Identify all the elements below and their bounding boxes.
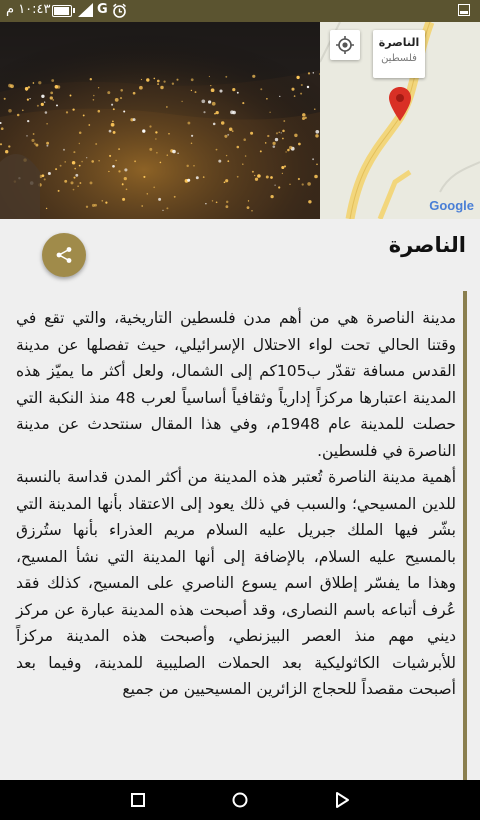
status-bar [0, 0, 480, 22]
map-info-window[interactable] [373, 30, 425, 78]
square-icon[interactable] [126, 788, 150, 812]
alarm-icon [112, 3, 127, 19]
map-marker-title: الناصرة [378, 36, 420, 49]
page-title: الناصرة [388, 233, 466, 257]
map-pin-icon[interactable] [389, 87, 411, 121]
map-marker-subtitle: فلسطين [381, 53, 417, 64]
share-button[interactable] [42, 233, 86, 277]
city-photo [0, 22, 320, 219]
network-type: G [97, 2, 108, 17]
city-photo-image [0, 22, 320, 219]
share-icon [55, 246, 73, 264]
my-location-button[interactable] [330, 30, 360, 60]
navigation-bar [0, 780, 480, 820]
article-paragraph-2: أهمية مدينة الناصرة تُعتبر هذه المدينة من أكثر المدن قداسة بالنسبة للدين المسيحي؛ والسبب في ذلك يعود إلى الاعتقاد بأنها المدينة التي بشّر فيها الملك جبريل عليه السلام مريم العذراء بأنها ستُرزق بالمسيح عليه السلام، بالإضافة إلى أنها المدينة التي نشأ المسيح، وهذا ما يفسّر إطلاق اسم يسوع الناصري على المسيح، كذلك فقد عُرف أتباعه باسم النصارى، وقد أصبحت هذه المدينة عبارة عن مركز ديني مهم منذ العصر البيزنطي، وأصبحت هذه المدينة مركزاً للأبرشيات الكاثوليكية بعد الحملات الصليبية للمدينة، وفيما بعد أصبحت مقصداً للحجاج الزائرين المسيحيين من جميع [16, 468, 456, 698]
battery-icon [52, 5, 72, 17]
accent-bar [463, 291, 467, 780]
article-body[interactable] [0, 291, 480, 780]
triangle-icon[interactable] [330, 788, 354, 812]
google-logo: Google [429, 198, 474, 213]
location-map[interactable] [320, 22, 480, 219]
article-text [16, 305, 456, 703]
title-bar [0, 219, 480, 291]
status-time: ١٠:٤٣ م [6, 2, 51, 17]
circle-icon[interactable] [228, 788, 252, 812]
my-location-icon [335, 35, 355, 55]
article-paragraph-1: مدينة الناصرة هي من أهم مدن فلسطين التاريخية، والتي تقع في وقتنا الحالي تحت لواء الاحتلال الإسرائيلي، حيث تفصلها عن مدينة القدس مسافة تقدّر ب105كم إلى الشمال، ولعل أكثر ما يميّز هذه المدينة اعتبارها مركزاً إدارياً وثقافياً أساسياً لعرب 48 منذ النكبة التي حصلت للمدينة عام 1948م، وفي هذا المقال سنتحدث عن مدينة الناصرة في فلسطين. [16, 309, 456, 460]
signal-icon [78, 3, 93, 17]
notification-icon [458, 4, 470, 16]
